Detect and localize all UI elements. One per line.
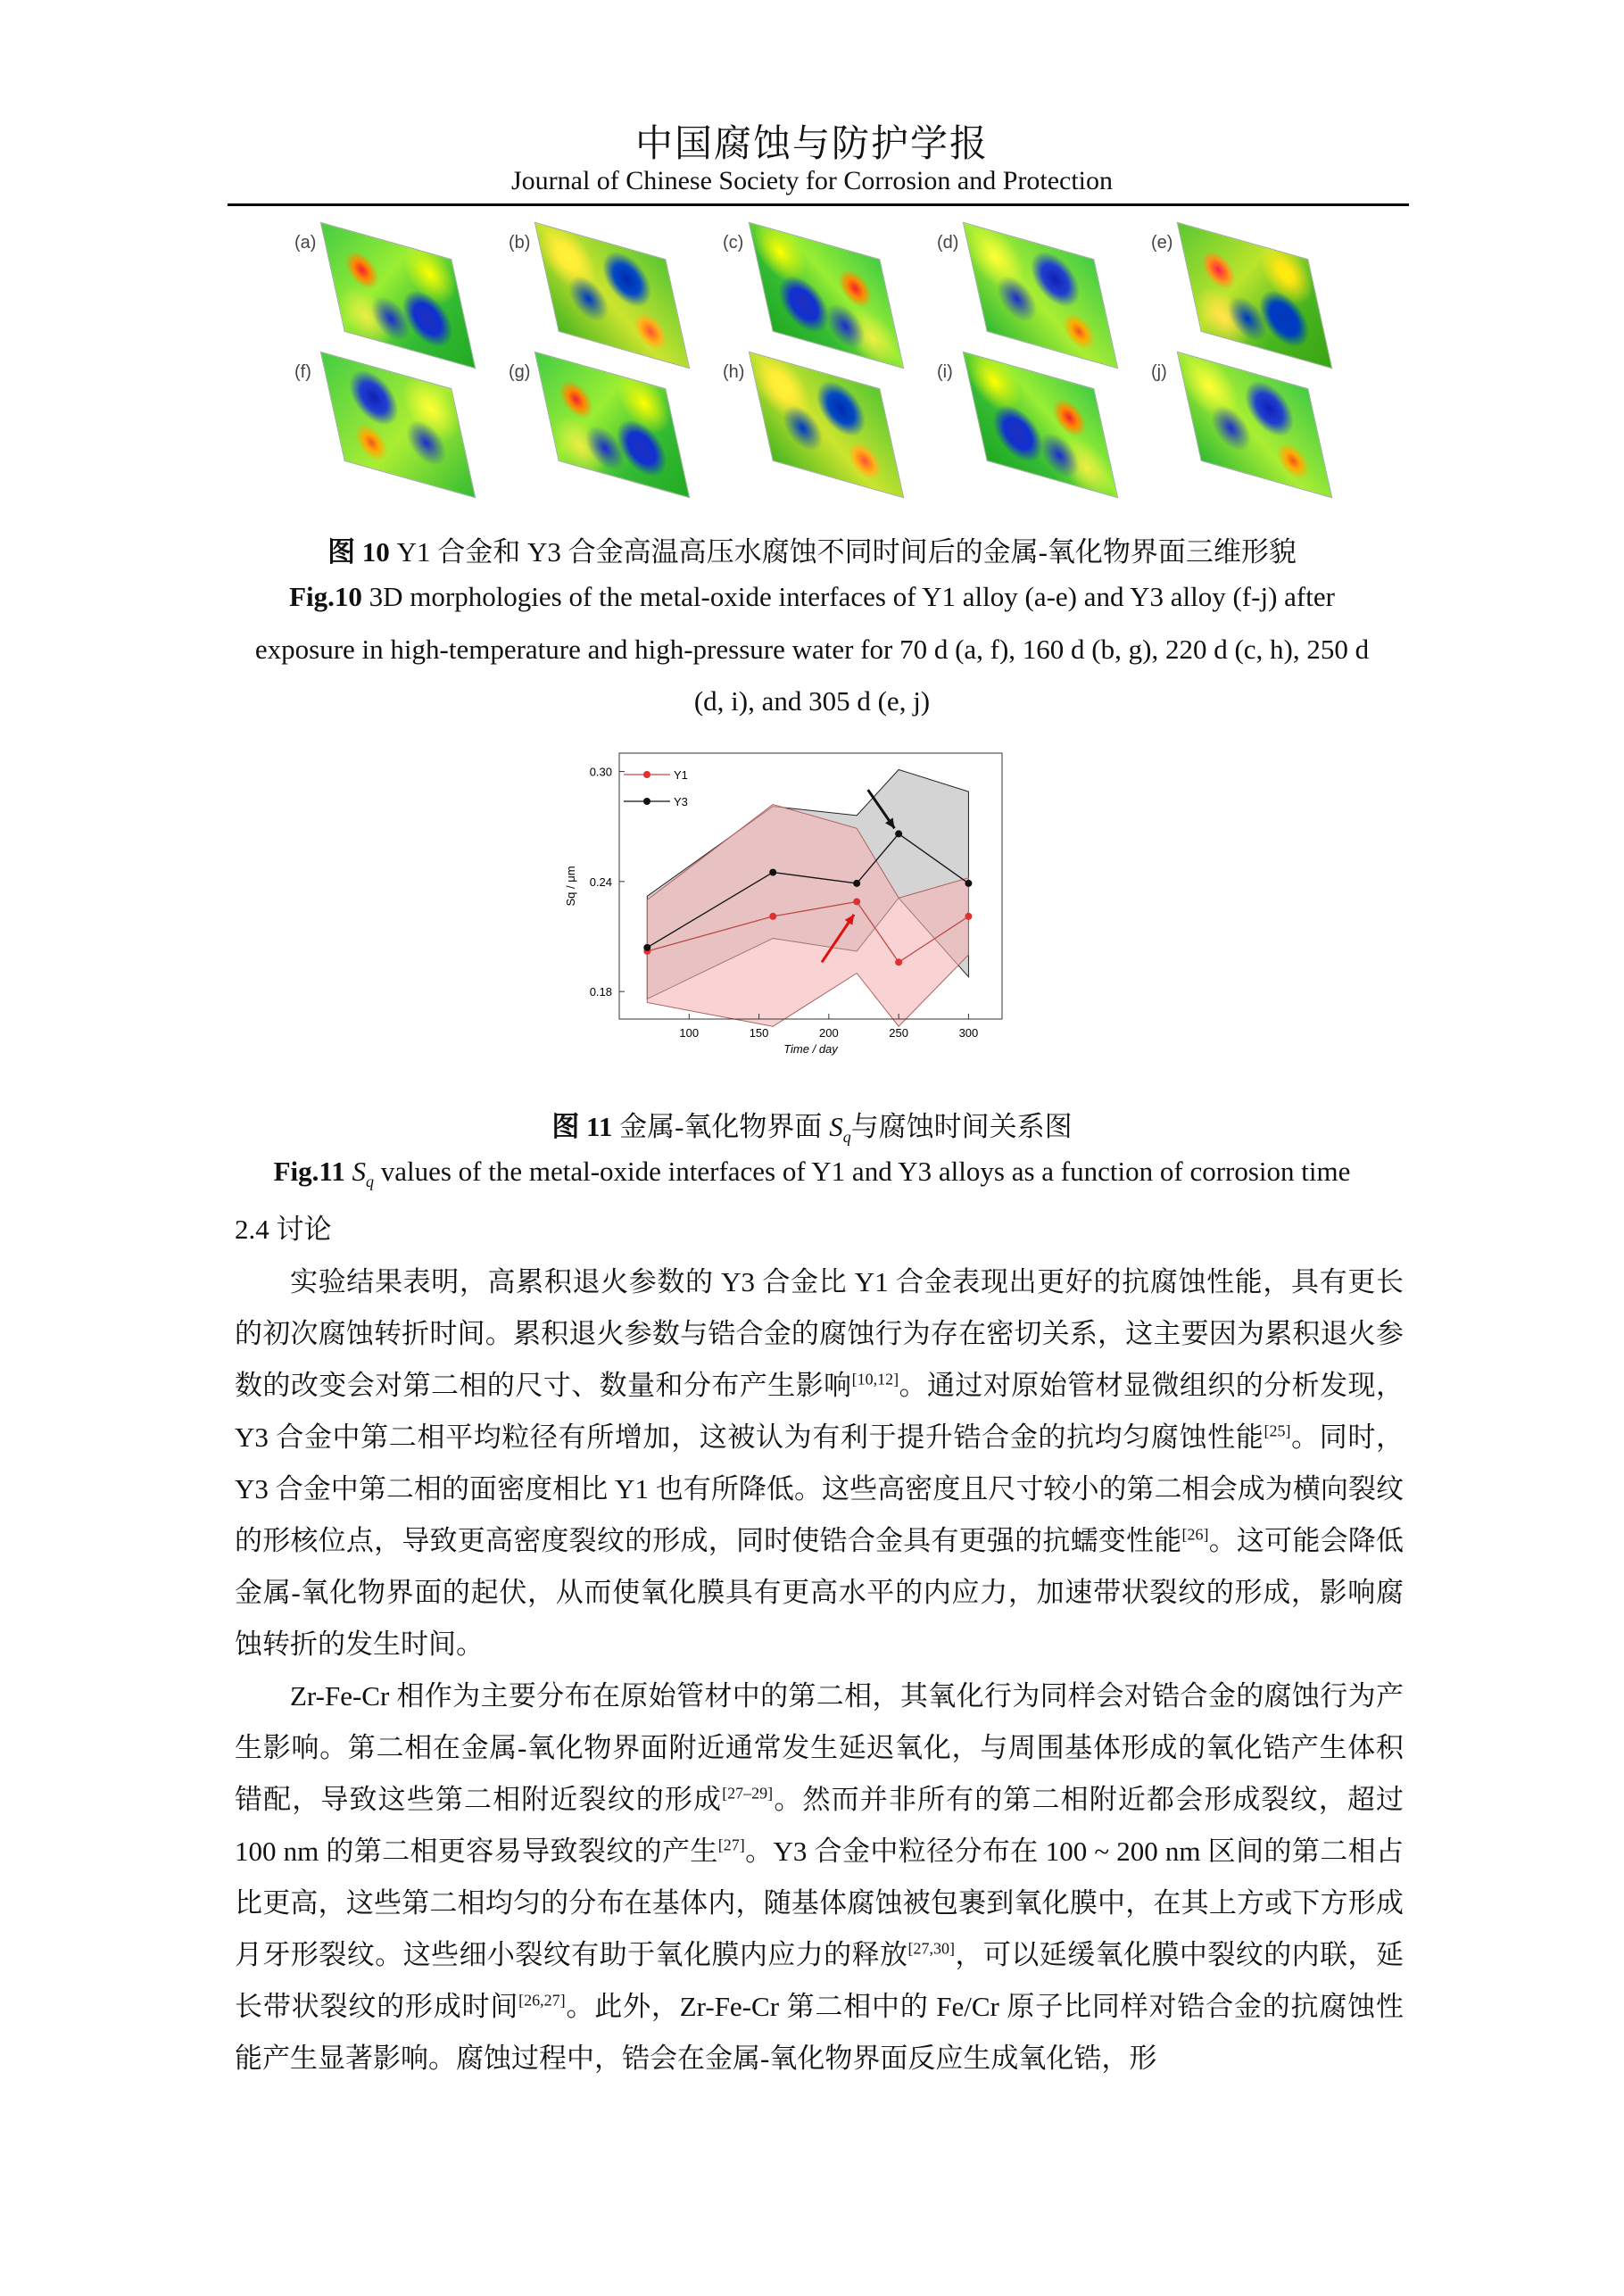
data-point-y1: [895, 958, 902, 966]
caption-text: 金属-氧化物界面: [612, 1111, 830, 1142]
caption-text: values of the metal-oxide interfaces of Y1 and Y3 alloys as a function of corrosion time: [373, 1156, 1351, 1187]
caption-label: Fig.11: [273, 1156, 345, 1187]
panel-label: (e): [1151, 233, 1173, 253]
citation: [27]: [717, 1836, 745, 1854]
data-point-y3: [965, 880, 972, 887]
legend-marker: [643, 771, 650, 778]
surface-panel: [928, 357, 1133, 482]
3d-surface-image: [320, 222, 476, 369]
legend-marker: [643, 798, 650, 805]
3d-surface-image: [749, 352, 905, 499]
panel-label: (a): [294, 233, 317, 253]
text-run: 。同时，Y3 合金中第二相的面密度相比 Y1 也有所降低。这些高密度且尺寸较小的第二相会成为横向裂纹的形核位点，导致更高密度裂纹的形成，同时使锆合金具有更强的抗蠕变性能: [235, 1422, 1404, 1556]
journal-title-cn: 中国腐蚀与防护学报: [634, 124, 989, 165]
caption-label: Fig.10: [289, 581, 362, 612]
surface-panel: [500, 228, 705, 352]
x-tick-label: 100: [679, 1026, 700, 1040]
surface-panel: [500, 357, 705, 482]
panel-label: (c): [723, 233, 744, 253]
caption-label: 图 10: [327, 536, 390, 568]
figure-11-caption-cn: [0, 1104, 1624, 1147]
body-text: [235, 1256, 1404, 2085]
panel-label: (b): [509, 233, 531, 253]
sq-subscript: q: [365, 1173, 374, 1191]
y-tick-label: 0.24: [589, 874, 612, 889]
text-run: 。此外，Zr-Fe-Cr 第二相中的 Fe/Cr 原子比同样对锆合金的抗腐蚀性能产生显著影响。腐蚀过程中，锆会在金属-氧化物界面反应生成氧化锆，形: [235, 1991, 1404, 2074]
sq-subscript: q: [842, 1128, 851, 1147]
x-tick-label: 200: [819, 1026, 839, 1040]
paragraph: [235, 1256, 1404, 1670]
legend-label: Y3: [674, 795, 688, 808]
y-axis-label: Sq / μm: [564, 866, 577, 907]
caption-text: 与腐蚀时间关系图: [850, 1111, 1073, 1142]
3d-surface-image: [963, 352, 1119, 499]
surface-panel: [714, 357, 919, 482]
surface-panel: [286, 228, 491, 352]
citation: [26]: [1181, 1525, 1209, 1544]
panel-label: (d): [937, 233, 959, 253]
3d-surface-image: [749, 222, 905, 369]
figure-10-caption-en-1: [0, 581, 1624, 613]
panel-label: (j): [1151, 362, 1167, 382]
data-point-y3: [643, 944, 650, 951]
text-run: 。然而并非所有的第二相附近都会形成裂纹，超过 100 nm 的第二相更容易导致裂纹的产生: [235, 1784, 1404, 1867]
3d-surface-image: [963, 222, 1119, 369]
figure-10-caption-en-3: (d, i), and 305 d (e, j): [693, 685, 931, 717]
panel-label: (i): [937, 362, 953, 382]
sq-symbol: S: [352, 1156, 366, 1187]
panel-label: (h): [723, 362, 745, 382]
y-tick-label: 0.30: [589, 765, 612, 779]
surface-panel: [714, 228, 919, 352]
x-tick-label: 250: [889, 1026, 908, 1040]
panel-label: (f): [294, 362, 311, 382]
figure-10-caption-en-2: exposure in high-temperature and high-pressure water for 70 d (a, f), 160 d (b, g), 220 d (c, h), 250 d: [254, 634, 1370, 665]
data-point-y3: [769, 869, 776, 876]
figure-10-caption-cn: [0, 529, 1624, 569]
x-tick-label: 300: [958, 1026, 979, 1040]
section-heading: 2.4 讨论: [235, 1214, 332, 1245]
3d-surface-image: [534, 352, 691, 499]
sq-symbol: S: [829, 1111, 843, 1142]
surface-panel: [1142, 357, 1347, 482]
text-run: 。Y3 合金中粒径分布在 100 ~ 200 nm 区间的第二相占比更高，这些第二相均匀的分布在基体内，随基体腐蚀被包裹到氧化膜中，在其上方或下方形成月牙形裂纹。这些细小裂纹有助于氧化膜内应力的释放: [235, 1836, 1404, 1970]
citation: [26,27]: [518, 1991, 566, 2010]
data-point-y1: [853, 898, 860, 905]
caption-label: 图 11: [551, 1111, 613, 1142]
text-run: Zr-Fe-Cr 相作为主要分布在原始管材中的第二相，其氧化行为同样会对锆合金的腐蚀行为产生影响。第二相在金属-氧化物界面附近通常发生延迟氧化，与周围基体形成的氧化锆产生体积错配，导致这些第二相附近裂纹的形成: [235, 1680, 1404, 1815]
text-run: 。通过对原始管材显微组织的分析发现，Y3 合金中第二相平均粒径有所增加，这被认为有利于提升锆合金的抗均匀腐蚀性能: [235, 1370, 1404, 1453]
y-tick-label: 0.18: [589, 985, 612, 999]
text-run: 实验结果表明，高累积退火参数的 Y3 合金比 Y1 合金表现出更好的抗腐蚀性能，具有更长的初次腐蚀转折时间。累积退火参数与锆合金的腐蚀行为存在密切关系，这主要因为累积退火参数的改变会对第二相的尺寸、数量和分布产生影响: [235, 1266, 1404, 1401]
journal-title-en: Journal of Chinese Society for Corrosion and Protection: [510, 166, 1114, 195]
3d-surface-image: [1177, 352, 1333, 499]
surface-panel: [1142, 228, 1347, 352]
data-point-y3: [895, 830, 902, 837]
figure-10-panels: [286, 228, 1356, 495]
paragraph: [235, 1670, 1404, 2085]
3d-surface-image: [534, 222, 691, 369]
citation: [27,30]: [907, 1939, 955, 1958]
caption-text: Y1 合金和 Y3 合金高温高压水腐蚀不同时间后的金属-氧化物界面三维形貌: [389, 536, 1297, 568]
data-point-y3: [853, 880, 860, 887]
header-divider: [228, 203, 1409, 206]
figure-11-chart: [553, 750, 1080, 1080]
panel-label: (g): [509, 362, 531, 382]
data-point-y1: [769, 913, 776, 920]
citation: [27–29]: [722, 1784, 774, 1803]
surface-panel: [286, 357, 491, 482]
text-run: 。这可能会降低金属-氧化物界面的起伏，从而使氧化膜具有更高水平的内应力，加速带状裂纹的形成，影响腐蚀转折的发生时间。: [235, 1525, 1404, 1660]
data-point-y1: [965, 913, 972, 920]
x-axis-label: Time / day: [783, 1042, 838, 1056]
legend-label: Y1: [674, 768, 688, 782]
caption-text: 3D morphologies of the metal-oxide interfaces of Y1 alloy (a-e) and Y3 alloy (f-j) after: [361, 581, 1335, 612]
figure-11-caption-en: [0, 1156, 1624, 1191]
x-tick-label: 150: [749, 1026, 769, 1040]
surface-panel: [928, 228, 1133, 352]
3d-surface-image: [320, 352, 476, 499]
text-run: ，可以延缓氧化膜中裂纹的内联，延长带状裂纹的形成时间: [235, 1939, 1404, 2022]
3d-surface-image: [1177, 222, 1333, 369]
citation: [10,12]: [851, 1370, 899, 1388]
citation: [25]: [1264, 1422, 1291, 1440]
